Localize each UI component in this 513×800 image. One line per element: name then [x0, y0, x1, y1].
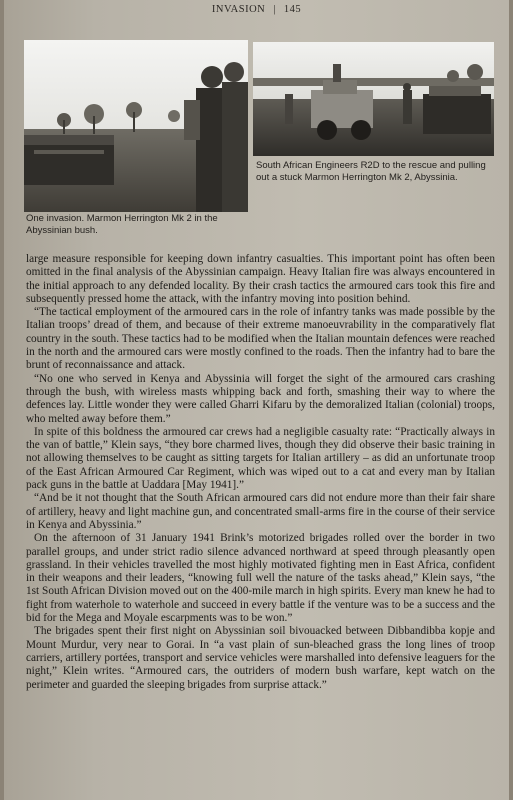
paragraph: The brigades spent their first night on Abyssinian soil bivouacked between Dibbandibba kopje and Mount Murdur, very near to Gorai. In “a vast plain of sun-bleached grass the long lines of troop carriers, artillery portées, transport and service vehicles were marshalled into defensive leaguers for the night,” Klein writes. “Armoured cars, the outriders of modern bush warfare, kept watch on the perimeter and guarded the sleeping brigades from surprise attack.” [26, 625, 495, 691]
photo-armoured-car-bush [24, 40, 248, 212]
body-text [26, 253, 495, 692]
running-header [4, 4, 509, 15]
figure-caption-1: One invasion. Marmon Herrington Mk 2 in the Abyssinian bush. [26, 213, 218, 236]
photo-scene-vehicles [253, 42, 494, 156]
paragraph: On the afternoon of 31 January 1941 Brink’s motorized brigades rolled over the border in two parallel groups, and under strict radio silence advanced northward at speed through pleasantly open grassland. In their vehicles travelled the most highly motivated fighting men in East Africa, confident in their weapons and their leaders, “knowing full well the nature of the tasks ahead,” Klein says, “the 1st South African Division moved out on the 400-mile march in high spirits. Every man knew he had to fight from waterhole to waterhole and succeed in every battle if the venture was to be a success and the bid for the Mega and Moyale escarpments was to be won.” [26, 532, 495, 625]
book-page [4, 0, 509, 800]
paragraph: “The tactical employment of the armoured cars in the role of infantry tanks was made possible by the Italian troops’ dread of them, and because of their extreme manoeuvrability in the comparatively flat country in the south. These tactics had to be modified when the Italian mountain defences were reached in the north and the armoured cars were mostly confined to the roads. Then the infantry had to bare the brunt of reconnaissance and attack. [26, 306, 495, 372]
running-title: INVASION [211, 4, 266, 15]
paragraph: In spite of this boldness the armoured car crews had a negligible casualty rate: “Practically always in the van of battle,” Klein says, “they bore charmed lives, though they did observe their basic training in not allowing themselves to be caught as sitting targets for Italian artillery – as did an unfortunate troop of the East African Armoured Car Regiment, which was wiped out to a cat and every man by Italian pack guns in the battle at Uaddara [May 1941].” [26, 425, 495, 492]
page-number: 145 [283, 4, 302, 15]
header-separator: | [273, 4, 276, 15]
paragraph: “And be it not thought that the South African armoured cars did not endure more than their fair share of artillery, heavy and light machine gun, and concentrated small-arms fire in the course of their service in Kenya and Abyssinia.” [26, 492, 495, 531]
paragraph: large measure responsible for keeping down infantry casualties. This important point has often been omitted in the final analysis of the Abyssinian campaign. Heavy Italian fire was always encountered in the initial approach to any defended locality. By their crash tactics the armoured cars took this fire and subsequently pressed home the attack, with the infantry moving into position behind. [26, 253, 495, 305]
figure-caption-2: South African Engineers R2D to the rescue and pulling out a stuck Marmon Herrington Mk 2, Abyssinia. [256, 160, 486, 183]
photo-scene-soldiers [24, 40, 248, 212]
paragraph: “No one who served in Kenya and Abyssinia will forget the sight of the armoured cars crashing through the bush, with wireless masts whipping back and forth, smashing their way to where the defences lay. Little wonder they were called Gharri Kifaru by the demoralized Italian (colonial) troops, who melted away before them.” [26, 372, 495, 425]
photo-armoured-car-rescue [253, 42, 494, 156]
